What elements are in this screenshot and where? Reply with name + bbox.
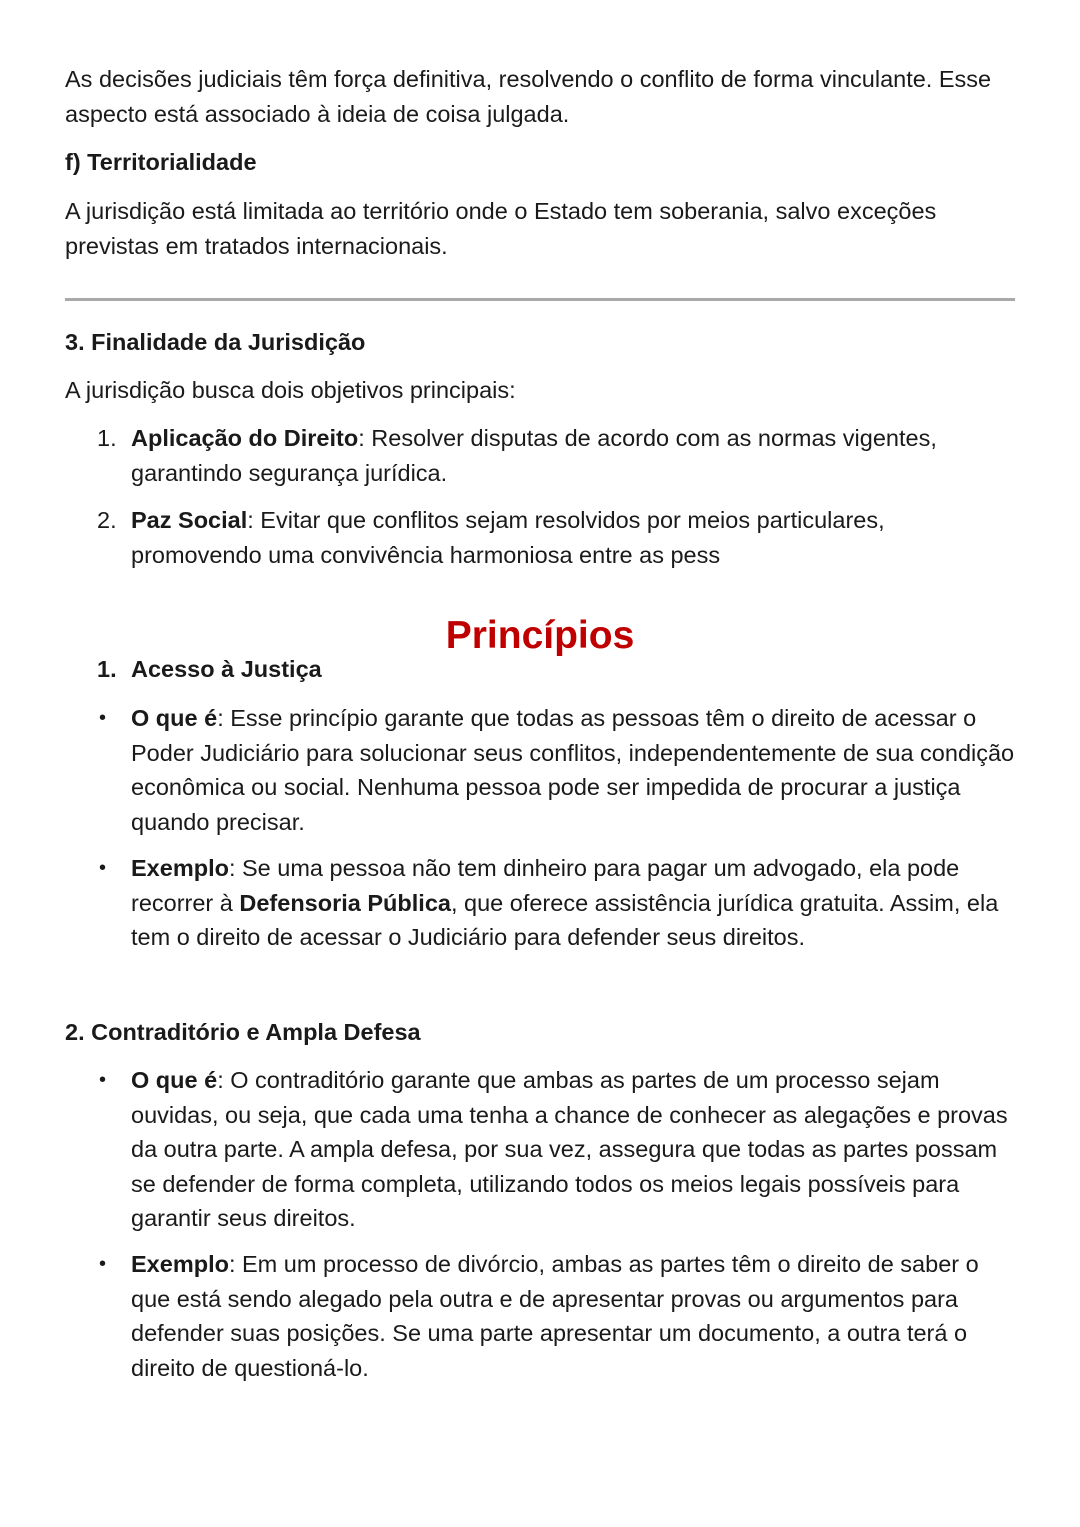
finalidade-item-aplicacao [131, 421, 1021, 490]
territorialidade-heading: f) Territorialidade [65, 149, 257, 175]
item-text: : Se uma pessoa não tem dinheiro para pagar um advogado, ela pode recorrer à [131, 855, 960, 916]
acesso-exemplo [131, 851, 1021, 955]
bullet-icon: • [99, 857, 107, 879]
territorialidade-paragraph: A jurisdição está limitada ao território onde o Estado tem soberania, salvo exceções previstas em tratados internacionais. [65, 198, 937, 259]
intro-paragraph: As decisões judiciais têm força definitiva, resolvendo o conflito de forma vinculante. Esse aspecto está associado à ideia de coisa julgada. [65, 66, 992, 127]
finalidade-intro: A jurisdição busca dois objetivos principais: [65, 377, 516, 403]
item-label: O que é [131, 1067, 218, 1093]
item-label: O que é [131, 705, 218, 731]
list-marker: 1. [97, 656, 117, 682]
contraditorio-heading: 2. Contraditório e Ampla Defesa [65, 1019, 421, 1045]
item-text: : Evitar que conflitos sejam resolvidos por meios particulares, promovendo uma convivência harmoniosa entre as pess [131, 507, 885, 568]
list-marker: 2. [97, 507, 117, 533]
acesso-justica-heading: Acesso à Justiça [131, 656, 322, 682]
contraditorio-o-que-e [131, 1063, 1021, 1236]
item-text: : Resolver disputas de acordo com as normas vigentes, garantindo segurança jurídica. [131, 425, 937, 486]
finalidade-item-paz-social [131, 503, 1021, 572]
item-text: : O contraditório garante que ambas as partes de um processo sejam ouvidas, ou seja, que cada uma tenha a chance de conhecer as alegações e provas da outra parte. A ampla defesa, por sua vez, assegura que todas as partes possam se defender de forma completa, utilizando todos os meios legais possíveis para garantir seus direitos. [131, 1067, 1008, 1231]
finalidade-heading: 3. Finalidade da Jurisdição [65, 329, 366, 355]
bullet-icon: • [99, 1253, 107, 1275]
item-text: : Em um processo de divórcio, ambas as partes têm o direito de saber o que está sendo alegado pela outra e de apresentar provas ou argumentos para defender suas posições. Se uma parte apresentar um documento, a outra terá o direito de questioná-lo. [131, 1251, 979, 1381]
item-text: : Esse princípio garante que todas as pessoas têm o direito de acessar o Poder Judiciário para solucionar seus conflitos, independentemente de sua condição econômica ou social. Nenhuma pessoa pode ser impedida de procurar a justiça quando precisar. [131, 705, 1015, 835]
item-label: Exemplo [131, 1251, 229, 1277]
item-label: Aplicação do Direito [131, 425, 359, 451]
item-label: Exemplo [131, 855, 229, 881]
contraditorio-exemplo [131, 1247, 1021, 1385]
defensoria-publica-text: Defensoria Pública [239, 889, 451, 916]
acesso-o-que-e [131, 701, 1021, 839]
horizontal-divider [65, 298, 1015, 301]
bullet-icon: • [99, 707, 107, 729]
bullet-icon: • [99, 1069, 107, 1091]
item-label: Paz Social [131, 507, 248, 533]
principios-title: Princípios [445, 614, 635, 658]
list-marker: 1. [97, 425, 117, 451]
item-text: , que oferece assistência jurídica gratuita. Assim, ela tem o direito de acessar o Judiciário para defender seus direitos. [131, 889, 999, 950]
